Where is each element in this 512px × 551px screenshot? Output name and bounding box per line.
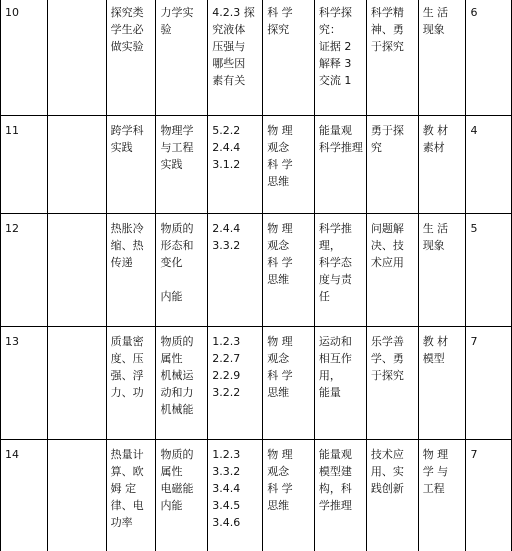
spirit-cell xyxy=(366,327,418,440)
practice-line: 能量观 xyxy=(318,448,352,461)
practice-line: 学推理 xyxy=(318,499,352,512)
content-line: 实践 xyxy=(160,158,183,171)
content-line: 动和力 xyxy=(160,386,194,399)
standard-line: 3.3.2 xyxy=(212,465,241,478)
literacy-line: 观念 xyxy=(267,352,290,365)
content-line: 属性 xyxy=(160,352,183,365)
practice-line: 科学探 xyxy=(318,6,352,19)
practice-line: 解释 3 xyxy=(318,57,352,70)
practice-cell xyxy=(314,214,366,327)
standard-line: 哪些因 xyxy=(212,57,246,70)
spirit-line: 术应用 xyxy=(370,256,404,269)
context-line: 学 与 xyxy=(422,465,449,478)
spirit-line: 于探究 xyxy=(370,40,404,53)
context-cell xyxy=(418,327,466,440)
content-line xyxy=(160,271,204,288)
content-line: 物质的 xyxy=(160,335,194,348)
literacy-line: 观念 xyxy=(267,141,290,154)
content-cell xyxy=(156,0,208,116)
literacy-line: 物 理 xyxy=(267,335,293,348)
topic-cell xyxy=(106,327,156,440)
content-line: 机械能 xyxy=(160,403,194,416)
hours-cell xyxy=(466,440,512,551)
content-line: 电磁能 xyxy=(160,482,194,495)
table-row xyxy=(1,116,512,214)
standard-line: 压强与 xyxy=(212,40,246,53)
practice-line: 构，科 xyxy=(318,482,352,495)
topic-cell xyxy=(106,0,156,116)
blank-cell xyxy=(48,116,106,214)
literacy-cell xyxy=(263,440,315,551)
hours-cell xyxy=(466,327,512,440)
standard-line: 究液体 xyxy=(212,23,246,36)
topic-line: 学生必 xyxy=(110,23,144,36)
context-line: 工程 xyxy=(422,482,445,495)
content-line: 变化 xyxy=(160,256,183,269)
practice-line: 科学态 xyxy=(318,256,352,269)
standard-cell xyxy=(208,214,263,327)
spirit-line: 神、勇 xyxy=(370,23,404,36)
literacy-line: 观念 xyxy=(267,465,290,478)
literacy-line: 思维 xyxy=(267,273,290,286)
practice-line: 度与责 xyxy=(318,273,352,286)
practice-line: 究： xyxy=(318,23,341,36)
spirit-cell xyxy=(366,0,418,116)
topic-line: 功率 xyxy=(110,516,133,529)
spirit-line: 学、勇 xyxy=(370,352,404,365)
context-line: 素材 xyxy=(422,141,445,154)
literacy-cell xyxy=(263,0,315,116)
context-cell xyxy=(418,116,466,214)
topic-line: 探究类 xyxy=(110,6,144,19)
content-cell xyxy=(156,116,208,214)
topic-line: 力、功 xyxy=(110,386,144,399)
topic-line: 度、压 xyxy=(110,352,144,365)
blank-cell xyxy=(48,327,106,440)
topic-line: 热量计 xyxy=(110,448,144,461)
standard-line: 素有关 xyxy=(212,74,246,87)
spirit-cell xyxy=(366,440,418,551)
literacy-line: 科 学 xyxy=(267,6,293,19)
practice-line: 交流 1 xyxy=(318,74,352,87)
topic-line: 强、浮 xyxy=(110,369,144,382)
spirit-line: 问题解 xyxy=(370,222,404,235)
spirit-line: 于探究 xyxy=(370,369,404,382)
standard-cell xyxy=(208,327,263,440)
topic-line: 律、电 xyxy=(110,499,144,512)
content-line: 力学实 xyxy=(160,6,194,19)
standard-line: 3.3.2 xyxy=(212,239,241,252)
literacy-line: 物 理 xyxy=(267,448,293,461)
standard-line: 3.4.4 xyxy=(212,482,241,495)
topic-cell xyxy=(106,116,156,214)
table-row xyxy=(1,440,512,551)
row-number-cell xyxy=(1,440,48,551)
content-line: 物理学 xyxy=(160,124,194,137)
context-line: 教 材 xyxy=(422,124,449,137)
practice-line: 任 xyxy=(318,290,330,303)
context-line: 现象 xyxy=(422,23,445,36)
row-number: 13 xyxy=(5,335,19,348)
curriculum-table-body xyxy=(1,0,512,551)
practice-cell xyxy=(314,0,366,116)
practice-line: 运动和 xyxy=(318,335,352,348)
context-line: 现象 xyxy=(422,239,445,252)
topic-line: 传递 xyxy=(110,256,133,269)
literacy-line: 科 学 xyxy=(267,256,293,269)
content-line: 形态和 xyxy=(160,239,194,252)
content-line: 属性 xyxy=(160,465,183,478)
practice-line: 模型建 xyxy=(318,465,352,478)
literacy-line: 探究 xyxy=(267,23,290,36)
practice-line: 理， xyxy=(318,239,341,252)
practice-line: 用， xyxy=(318,369,341,382)
row-number-cell xyxy=(1,0,48,116)
spirit-line: 技术应 xyxy=(370,448,404,461)
context-cell xyxy=(418,440,466,551)
hours-value: 7 xyxy=(470,448,478,461)
spirit-cell xyxy=(366,214,418,327)
standard-line: 3.1.2 xyxy=(212,158,241,171)
blank-cell xyxy=(48,0,106,116)
blank-cell xyxy=(48,440,106,551)
content-line: 内能 xyxy=(160,499,183,512)
row-number: 14 xyxy=(5,448,19,461)
topic-cell xyxy=(106,214,156,327)
standard-line: 3.4.6 xyxy=(212,516,241,529)
spirit-line: 践创新 xyxy=(370,482,404,495)
standard-line: 5.2.2 xyxy=(212,124,241,137)
topic-line: 跨学科 xyxy=(110,124,144,137)
literacy-line: 科 学 xyxy=(267,482,293,495)
topic-line: 姆 定 xyxy=(110,482,137,495)
hours-cell xyxy=(466,0,512,116)
content-cell xyxy=(156,327,208,440)
practice-line: 能量观 xyxy=(318,124,352,137)
content-line: 验 xyxy=(160,23,172,36)
row-number-cell xyxy=(1,116,48,214)
row-number: 10 xyxy=(5,6,19,19)
context-line: 物 理 xyxy=(422,448,449,461)
row-number-cell xyxy=(1,214,48,327)
practice-line: 能量 xyxy=(318,386,341,399)
topic-line: 缩、热 xyxy=(110,239,144,252)
spirit-line: 乐学善 xyxy=(370,335,404,348)
practice-line: 证据 2 xyxy=(318,40,352,53)
context-line: 生 活 xyxy=(422,222,449,235)
spirit-cell xyxy=(366,116,418,214)
standard-cell xyxy=(208,116,263,214)
standard-line: 2.2.9 xyxy=(212,369,241,382)
topic-line: 质量密 xyxy=(110,335,144,348)
literacy-line: 科 学 xyxy=(267,158,293,171)
topic-cell xyxy=(106,440,156,551)
context-line: 生 活 xyxy=(422,6,449,19)
content-cell xyxy=(156,214,208,327)
literacy-line: 思维 xyxy=(267,499,290,512)
practice-line: 科学推理 xyxy=(318,141,363,154)
content-cell xyxy=(156,440,208,551)
spirit-line: 勇于探 xyxy=(370,124,404,137)
row-number-cell xyxy=(1,327,48,440)
topic-line: 算、欧 xyxy=(110,465,144,478)
content-line: 与工程 xyxy=(160,141,194,154)
practice-cell xyxy=(314,116,366,214)
content-line: 物质的 xyxy=(160,448,194,461)
practice-line: 科学推 xyxy=(318,222,352,235)
standard-cell xyxy=(208,440,263,551)
content-line: 机械运 xyxy=(160,369,194,382)
literacy-line: 思维 xyxy=(267,175,290,188)
topic-line: 实践 xyxy=(110,141,133,154)
topic-line: 做实验 xyxy=(110,40,144,53)
hours-value: 4 xyxy=(470,124,478,137)
literacy-line: 观念 xyxy=(267,239,290,252)
literacy-cell xyxy=(263,116,315,214)
practice-cell xyxy=(314,327,366,440)
context-cell xyxy=(418,214,466,327)
hours-value: 6 xyxy=(470,6,478,19)
practice-cell xyxy=(314,440,366,551)
context-line: 模型 xyxy=(422,352,445,365)
spirit-line: 决、技 xyxy=(370,239,404,252)
literacy-line: 物 理 xyxy=(267,222,293,235)
literacy-line: 思维 xyxy=(267,386,290,399)
blank-cell xyxy=(48,214,106,327)
row-number: 11 xyxy=(5,124,19,137)
row-number: 12 xyxy=(5,222,19,235)
spirit-line: 究 xyxy=(370,141,382,154)
table-row xyxy=(1,214,512,327)
standard-line: 1.2.3 xyxy=(212,335,241,348)
standard-line: 3.4.5 xyxy=(212,499,241,512)
literacy-line: 科 学 xyxy=(267,369,293,382)
hours-cell xyxy=(466,116,512,214)
standard-line: 3.2.2 xyxy=(212,386,241,399)
context-cell xyxy=(418,0,466,116)
standard-cell xyxy=(208,0,263,116)
standard-line: 4.2.3 探 xyxy=(212,6,255,19)
hours-value: 5 xyxy=(470,222,478,235)
spirit-line: 用、实 xyxy=(370,465,404,478)
spirit-line: 科学精 xyxy=(370,6,404,19)
standard-line: 2.4.4 xyxy=(212,141,241,154)
content-line: 内能 xyxy=(160,290,183,303)
standard-line: 1.2.3 xyxy=(212,448,241,461)
content-line: 物质的 xyxy=(160,222,194,235)
table-row xyxy=(1,327,512,440)
literacy-line: 物 理 xyxy=(267,124,293,137)
table-row xyxy=(1,0,512,116)
practice-line: 相互作 xyxy=(318,352,352,365)
standard-line: 2.4.4 xyxy=(212,222,241,235)
topic-line: 热胀冷 xyxy=(110,222,144,235)
hours-value: 7 xyxy=(470,335,478,348)
standard-line: 2.2.7 xyxy=(212,352,241,365)
context-line: 教 材 xyxy=(422,335,449,348)
literacy-cell xyxy=(263,214,315,327)
hours-cell xyxy=(466,214,512,327)
literacy-cell xyxy=(263,327,315,440)
